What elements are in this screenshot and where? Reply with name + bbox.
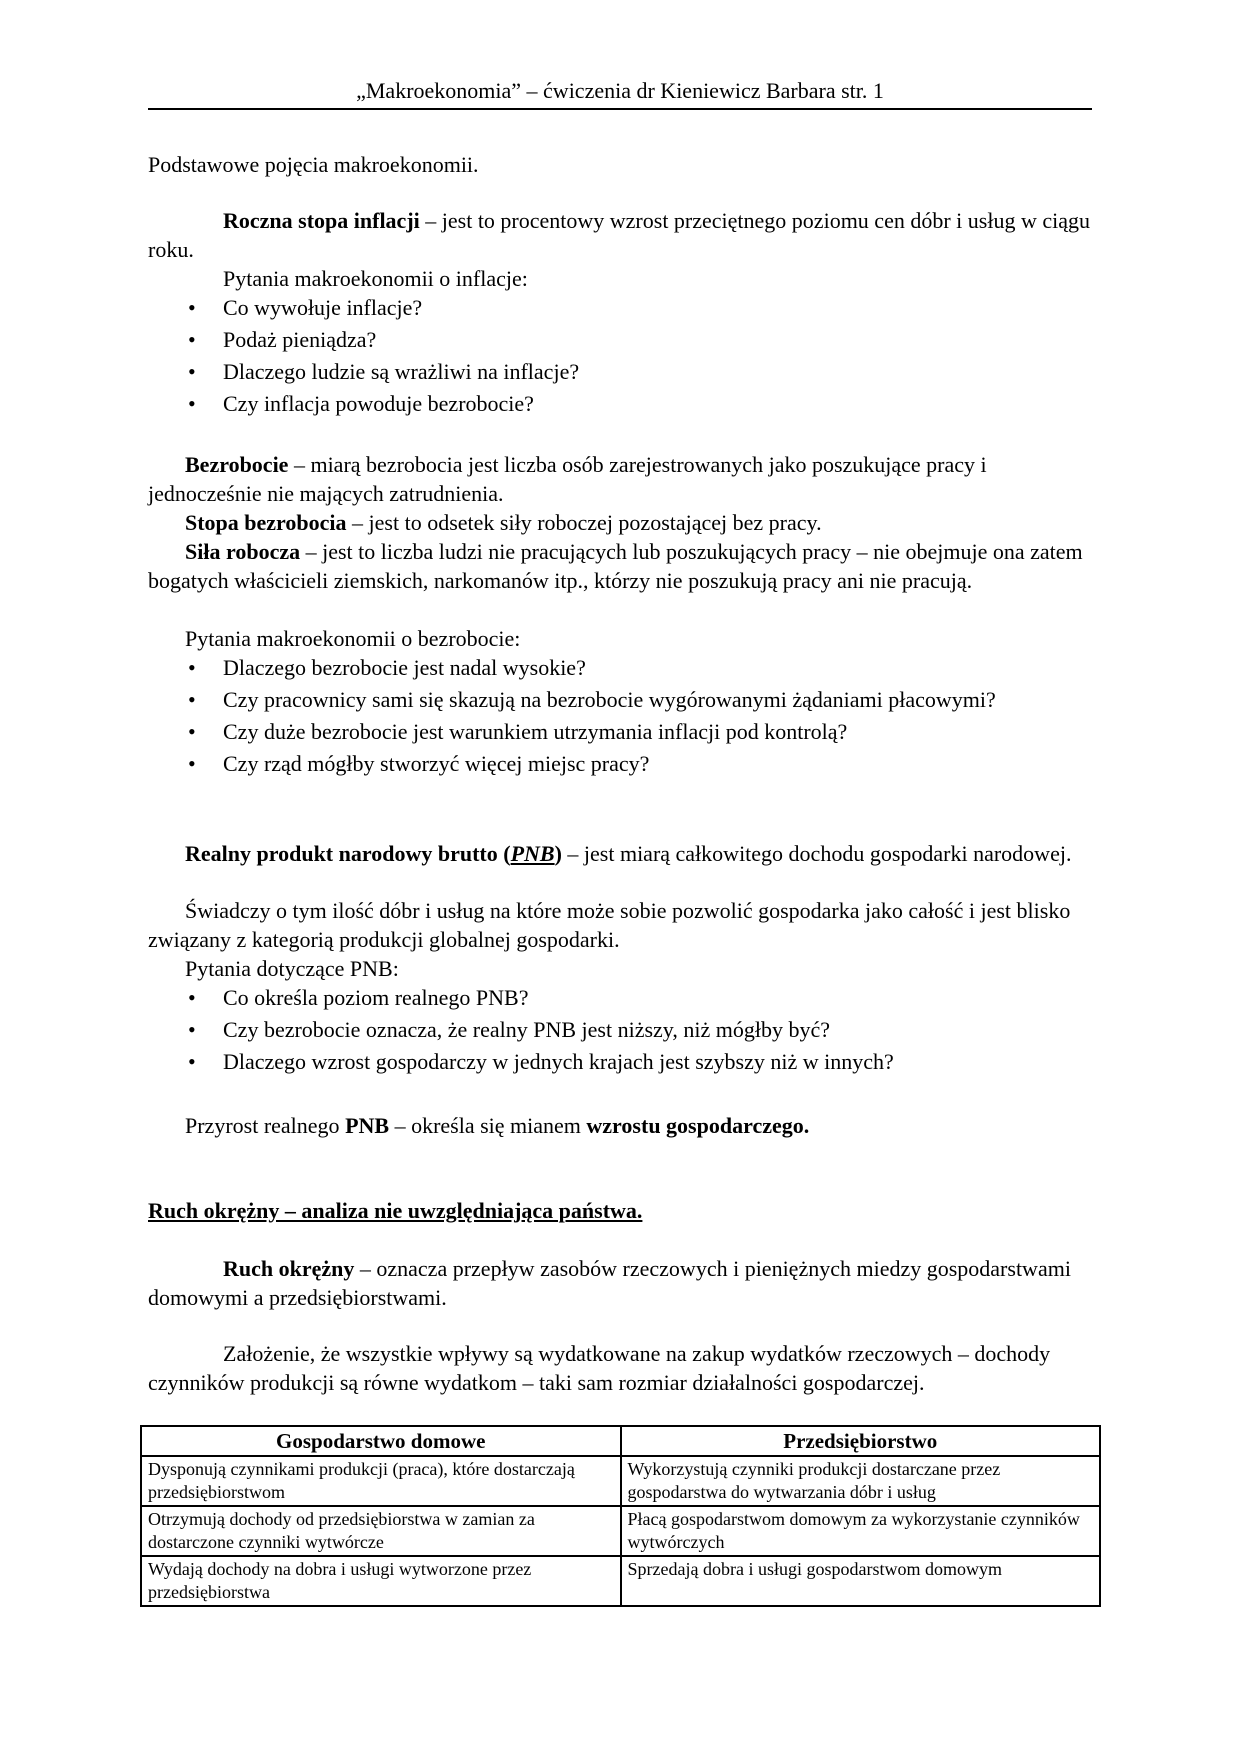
- bullet-icon: •: [188, 1049, 196, 1074]
- column-header: Gospodarstwo domowe: [141, 1426, 621, 1456]
- bullet-icon: •: [188, 391, 196, 416]
- list-item: • Czy inflacja powoduje bezrobocie?: [188, 391, 534, 416]
- gnp-abbreviation: PNB: [510, 841, 555, 866]
- unemployment-rate: Stopa bezrobocia – jest to odsetek siły roboczej pozostającej bez pracy.: [185, 510, 822, 535]
- bullet-icon: •: [188, 327, 196, 352]
- list-item: • Czy duże bezrobocie jest warunkiem utrzymania inflacji pod kontrolą?: [188, 719, 848, 744]
- table-cell: Otrzymują dochody od przedsiębiorstwa w zamian za dostarczone czynniki wytwórcze: [141, 1506, 621, 1556]
- table-row: [141, 1506, 1100, 1556]
- column-header: Przedsiębiorstwo: [621, 1426, 1101, 1456]
- list-item: • Podaż pieniądza?: [188, 327, 377, 352]
- bullet-icon: •: [188, 295, 196, 320]
- list-item: • Czy bezrobocie oznacza, że realny PNB jest niższy, niż mógłby być?: [188, 1017, 831, 1042]
- list-item: • Czy pracownicy sami się skazują na bezrobocie wygórowanymi żądaniami płacowymi?: [188, 687, 996, 712]
- inflation-questions-list: [148, 293, 1092, 421]
- inflation-definition-text: – jest to procentowy wzrost przeciętnego poziomu cen dóbr i usług w ciągu roku.: [148, 208, 1090, 262]
- intro-line: Podstawowe pojęcia makroekonomii.: [148, 152, 479, 177]
- bullet-icon: •: [188, 1017, 196, 1042]
- economic-growth: Przyrost realnego PNB – określa się mianem wzrostu gospodarczego.: [185, 1113, 810, 1138]
- page-header: „Makroekonomia” – ćwiczenia dr Kieniewicz Barbara str. 1: [148, 74, 1092, 110]
- table-cell: Dysponują czynnikami produkcji (praca), które dostarczają przedsiębiorstwom: [141, 1456, 621, 1506]
- section-heading: Ruch okrężny – analiza nie uwzględniająca państwa.: [148, 1198, 643, 1223]
- comparison-table: [140, 1425, 1101, 1607]
- table-row: [141, 1456, 1100, 1506]
- bullet-icon: •: [188, 719, 196, 744]
- list-item: • Co wywołuje inflacje?: [188, 295, 423, 320]
- list-item: • Dlaczego ludzie są wrażliwi na inflacje?: [188, 359, 580, 384]
- unemployment-definition: Bezrobocie – miarą bezrobocia jest liczba osób zarejestrowanych jako poszukujące pracy i jednocześnie nie mających zatrudnienia.: [148, 452, 987, 506]
- bullet-icon: •: [188, 687, 196, 712]
- bullet-icon: •: [188, 655, 196, 680]
- bullet-icon: •: [188, 359, 196, 384]
- labor-force: Siła robocza – jest to liczba ludzi nie pracujących lub poszukujących pracy – nie obejmuje ona zatem bogatych właścicieli ziemskich, narkomanów itp., którzy nie poszukują pracy ani nie pracują.: [148, 539, 1083, 593]
- list-item: • Czy rząd mógłby stworzyć więcej miejsc pracy?: [188, 751, 650, 776]
- table-cell: Wykorzystują czynniki produkcji dostarczane przez gospodarstwa do wytwarzania dóbr i usług: [621, 1456, 1101, 1506]
- list-item: • Co określa poziom realnego PNB?: [188, 985, 529, 1010]
- gnp-questions-list: [148, 983, 1092, 1079]
- bullet-icon: •: [188, 751, 196, 776]
- list-item: • Dlaczego wzrost gospodarczy w jednych krajach jest szybszy niż w innych?: [188, 1049, 894, 1074]
- table-cell: Wydają dochody na dobra i usługi wytworzone przez przedsiębiorstwa: [141, 1556, 621, 1606]
- gnp-description: Świadczy o tym ilość dóbr i usług na które może sobie pozwolić gospodarka jako całość i jest blisko związany z kategorią produkcji globalnej gospodarki.: [148, 898, 1071, 952]
- inflation-term: Roczna stopa inflacji: [223, 208, 420, 233]
- inflation-questions-title: Pytania makroekonomii o inflacje:: [223, 266, 528, 291]
- unemployment-questions-title: Pytania makroekonomii o bezrobocie:: [185, 626, 521, 651]
- inflation-definition: [148, 206, 1092, 264]
- table-row: [141, 1556, 1100, 1606]
- unemployment-questions-list: [148, 653, 1092, 781]
- gnp-questions-title: Pytania dotyczące PNB:: [185, 956, 399, 981]
- unemployment-term: Bezrobocie: [185, 452, 289, 477]
- table-cell: Sprzedają dobra i usługi gospodarstwom domowym: [621, 1556, 1101, 1606]
- gnp-definition: Realny produkt narodowy brutto (PNB) – jest miarą całkowitego dochodu gospodarki narodowej.: [185, 841, 1072, 866]
- list-item: • Dlaczego bezrobocie jest nadal wysokie?: [188, 655, 586, 680]
- table-cell: Płacą gospodarstwom domowym za wykorzystanie czynników wytwórczych: [621, 1506, 1101, 1556]
- table-header-row: [141, 1426, 1100, 1456]
- bullet-icon: •: [188, 985, 196, 1010]
- circular-flow-definition: Ruch okrężny – oznacza przepływ zasobów rzeczowych i pieniężnych miedzy gospodarstwami domowymi a przedsiębiorstwami.: [148, 1256, 1071, 1310]
- assumption-paragraph: Założenie, że wszystkie wpływy są wydatkowane na zakup wydatków rzeczowych – dochody czynników produkcji są równe wydatkom – taki sam rozmiar działalności gospodarczej.: [148, 1341, 1051, 1395]
